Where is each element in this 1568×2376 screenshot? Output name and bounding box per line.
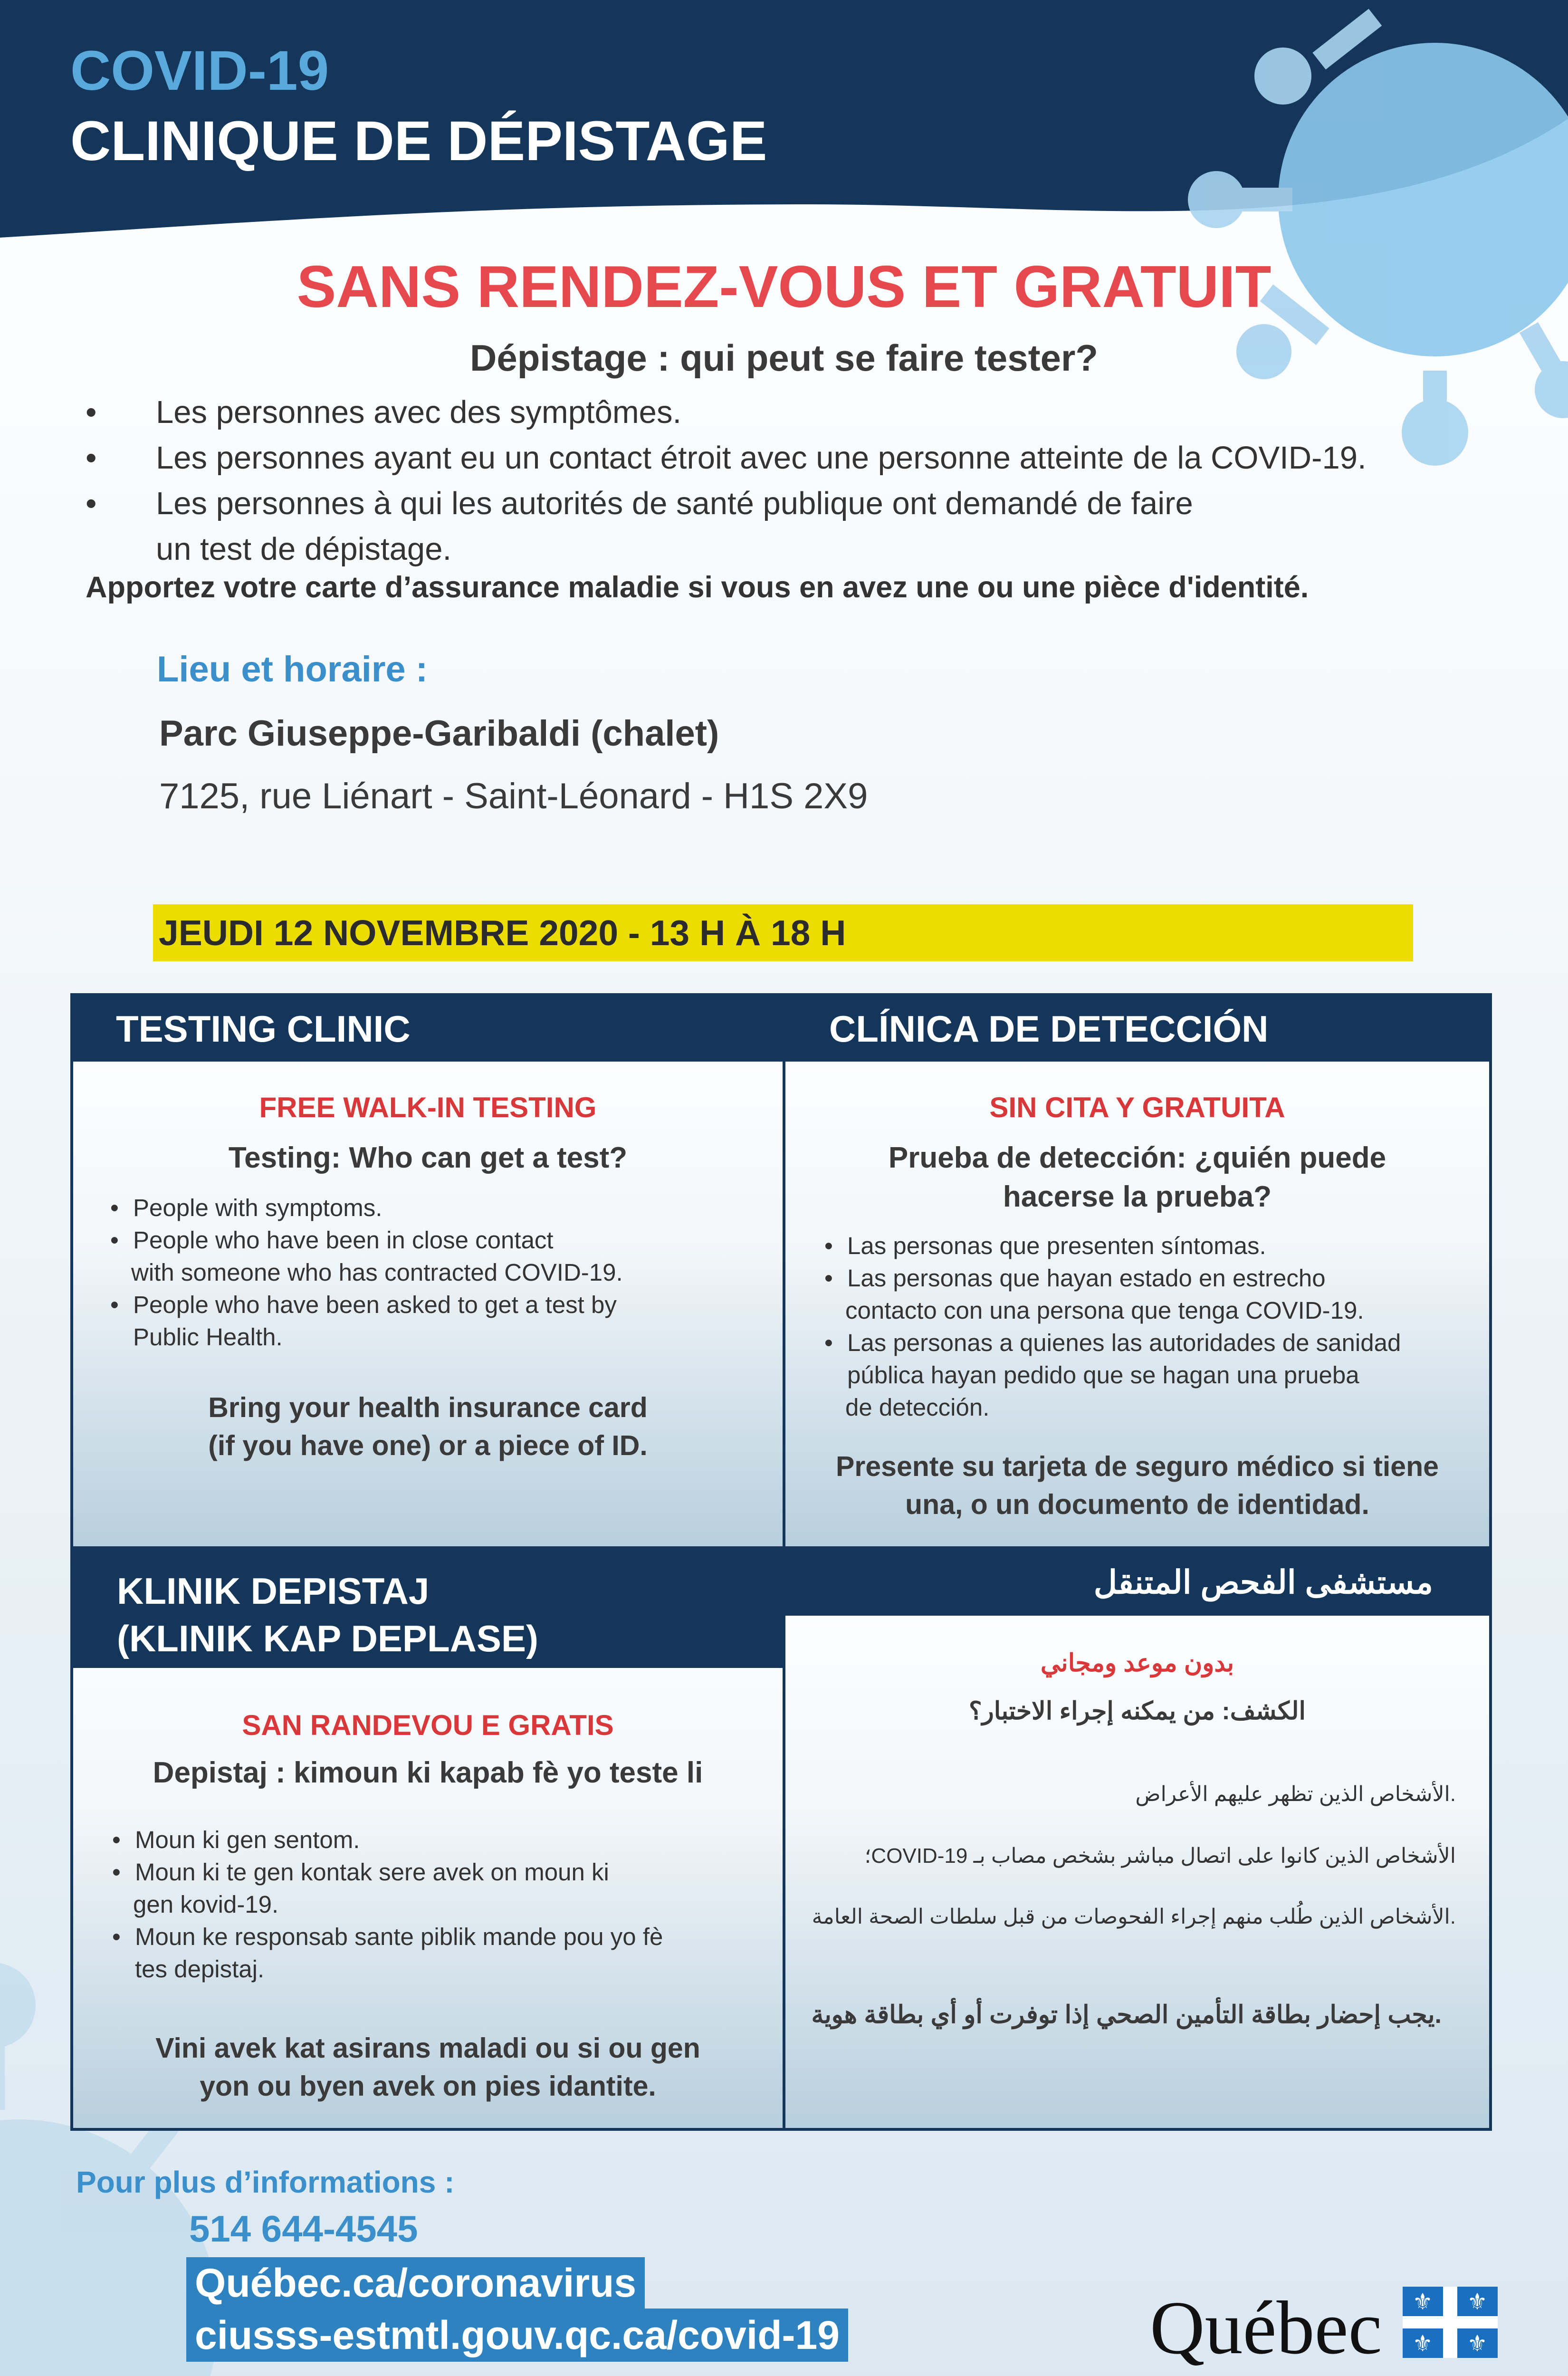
panel-title: مستشفى الفحص المتنقل	[1093, 1564, 1433, 1600]
svg-text:⚜: ⚜	[1412, 2289, 1433, 2315]
ciusss-covid-link[interactable]: ciusss-estmtl.gouv.qc.ca/covid-19	[186, 2309, 848, 2362]
panel-arabic	[783, 1546, 1492, 2131]
panel-bring-line: yon ou byen avek on pies idantite.	[200, 2070, 656, 2102]
location-name: Parc Giuseppe-Garibaldi (chalet)	[159, 713, 719, 754]
panel-question: Testing: Who can get a test?	[228, 1141, 628, 1174]
panel-bring-line: Presente su tarjeta de seguro médico si tiene	[836, 1451, 1439, 1482]
list-item-continued: Public Health.	[133, 1323, 283, 1351]
panel-haitian-creole	[70, 1546, 785, 2131]
panel-tag: بدون موعد ومجاني	[1040, 1649, 1234, 1677]
list-item: • People who have been in close contact	[110, 1226, 554, 1254]
more-info-label: Pour plus d’informations :	[76, 2165, 455, 2199]
list-item: • Las personas que presenten síntomas.	[824, 1232, 1266, 1259]
panel-question: Depistaj : kimoun ki kapab fè yo teste li	[153, 1756, 703, 1789]
quebec-flag-icon	[1403, 2287, 1498, 2358]
panel-bring-line: .يجب إحضار بطاقة التأمين الصحي إذا توفرت أو أي بطاقة هوية	[811, 2001, 1442, 2029]
list-item-continued: contacto con una persona que tenga COVID-19.	[845, 1297, 1364, 1324]
list-item: • Les personnes ayant eu un contact étroit avec une personne atteinte de la COVID-19.	[86, 435, 1487, 481]
bring-id-note: Apportez votre carte d’assurance maladie si vous en avez une ou une pièce d'identité.	[86, 571, 1309, 604]
panel-bring-line: una, o un documento de identidad.	[905, 1489, 1369, 1520]
panel-title: KLINIK DEPISTAJ	[117, 1570, 430, 1612]
list-item: • People who have been asked to get a test by	[110, 1291, 617, 1318]
list-item: • Moun ki gen sentom.	[112, 1826, 360, 1853]
list-item: • Les personnes à qui les autorités de santé publique ont demandé de faire	[86, 481, 1487, 527]
list-item: .الأشخاص الذين طُلب منهم إجراء الفحوصات من قبل سلطات الصحة العامة	[812, 1905, 1456, 1928]
panel-list	[112, 1824, 663, 1985]
svg-text:⚜: ⚜	[1467, 2330, 1488, 2357]
headline: SANS RENDEZ-VOUS ET GRATUIT	[296, 254, 1272, 320]
header-covid-label: COVID-19	[70, 39, 329, 102]
panel-header	[73, 1549, 785, 1668]
svg-text:⚜: ⚜	[1467, 2289, 1488, 2315]
panel-bring-line: Vini avek kat asirans maladi ou si ou gen	[155, 2032, 700, 2064]
panel-header	[73, 996, 783, 1062]
panel-tag: FREE WALK-IN TESTING	[259, 1092, 597, 1123]
location-label: Lieu et horaire :	[157, 649, 428, 690]
list-item: الأشخاص الذين كانوا على اتصال مباشر بشخص مصاب بـ COVID-19؛	[864, 1844, 1456, 1868]
panel-list	[824, 1230, 1401, 1424]
quebec-logo-text: Québec	[1150, 2285, 1382, 2370]
bullet: •	[86, 486, 97, 521]
svg-text:⚜: ⚜	[1412, 2330, 1433, 2357]
list-item-continued: pública hayan pedido que se hagan una prueba	[847, 1361, 1359, 1389]
panel-bring-line: Bring your health insurance card	[208, 1392, 648, 1423]
list-item-continued: tes depistaj.	[135, 1955, 265, 1983]
panel-title: CLÍNICA DE DETECCIÓN	[829, 1008, 1269, 1050]
list-item-continued: gen kovid-19.	[133, 1891, 279, 1918]
panel-list	[110, 1192, 623, 1353]
date-banner: JEUDI 12 NOVEMBRE 2020 - 13 H À 18 H	[153, 904, 1413, 961]
question: Dépistage : qui peut se faire tester?	[469, 337, 1098, 379]
panel-header	[785, 1549, 1489, 1616]
bullet: •	[86, 440, 97, 476]
list-item-continued: with someone who has contracted COVID-19.	[131, 1259, 623, 1286]
panel-english	[70, 993, 785, 1549]
panel-question: الكشف: من يمكنه إجراء الاختبار؟	[969, 1697, 1306, 1725]
list-item-continued: de detección.	[845, 1394, 990, 1421]
eligibility-list	[86, 390, 1487, 572]
list-item: • Moun ki te gen kontak sere avek on moun ki	[112, 1859, 609, 1886]
panel-bring-line: (if you have one) or a piece of ID.	[208, 1430, 648, 1461]
list-item: • Las personas que hayan estado en estrecho	[824, 1265, 1326, 1292]
list-item: • Moun ke responsab sante piblik mande pou yo fè	[112, 1923, 663, 1950]
panel-question: hacerse la prueba?	[1003, 1180, 1272, 1213]
bullet: •	[86, 394, 97, 430]
header-title: CLINIQUE DE DÉPISTAGE	[70, 110, 767, 172]
panel-header	[785, 996, 1489, 1062]
list-item: • People with symptoms.	[110, 1194, 382, 1221]
list-item-continued: un test de dépistage.	[156, 531, 452, 567]
panel-question: Prueba de detección: ¿quién puede	[888, 1141, 1386, 1174]
location-address: 7125, rue Liénart - Saint-Léonard - H1S 2X9	[159, 776, 868, 816]
list-item: • Les personnes avec des symptômes.	[86, 390, 1487, 435]
phone-number[interactable]: 514 644-4545	[189, 2208, 418, 2250]
panel-title: TESTING CLINIC	[116, 1008, 411, 1050]
quebec-coronavirus-link[interactable]: Québec.ca/coronavirus	[186, 2257, 645, 2309]
panel-tag: SAN RANDEVOU E GRATIS	[242, 1709, 614, 1741]
panel-title: (KLINIK KAP DEPLASE)	[117, 1618, 538, 1659]
list-item: • Las personas a quienes las autoridades de sanidad	[824, 1329, 1401, 1356]
panel-tag: SIN CITA Y GRATUITA	[989, 1092, 1285, 1123]
panel-spanish	[783, 993, 1492, 1549]
list-item: .الأشخاص الذين تظهر عليهم الأعراض	[1135, 1782, 1456, 1806]
